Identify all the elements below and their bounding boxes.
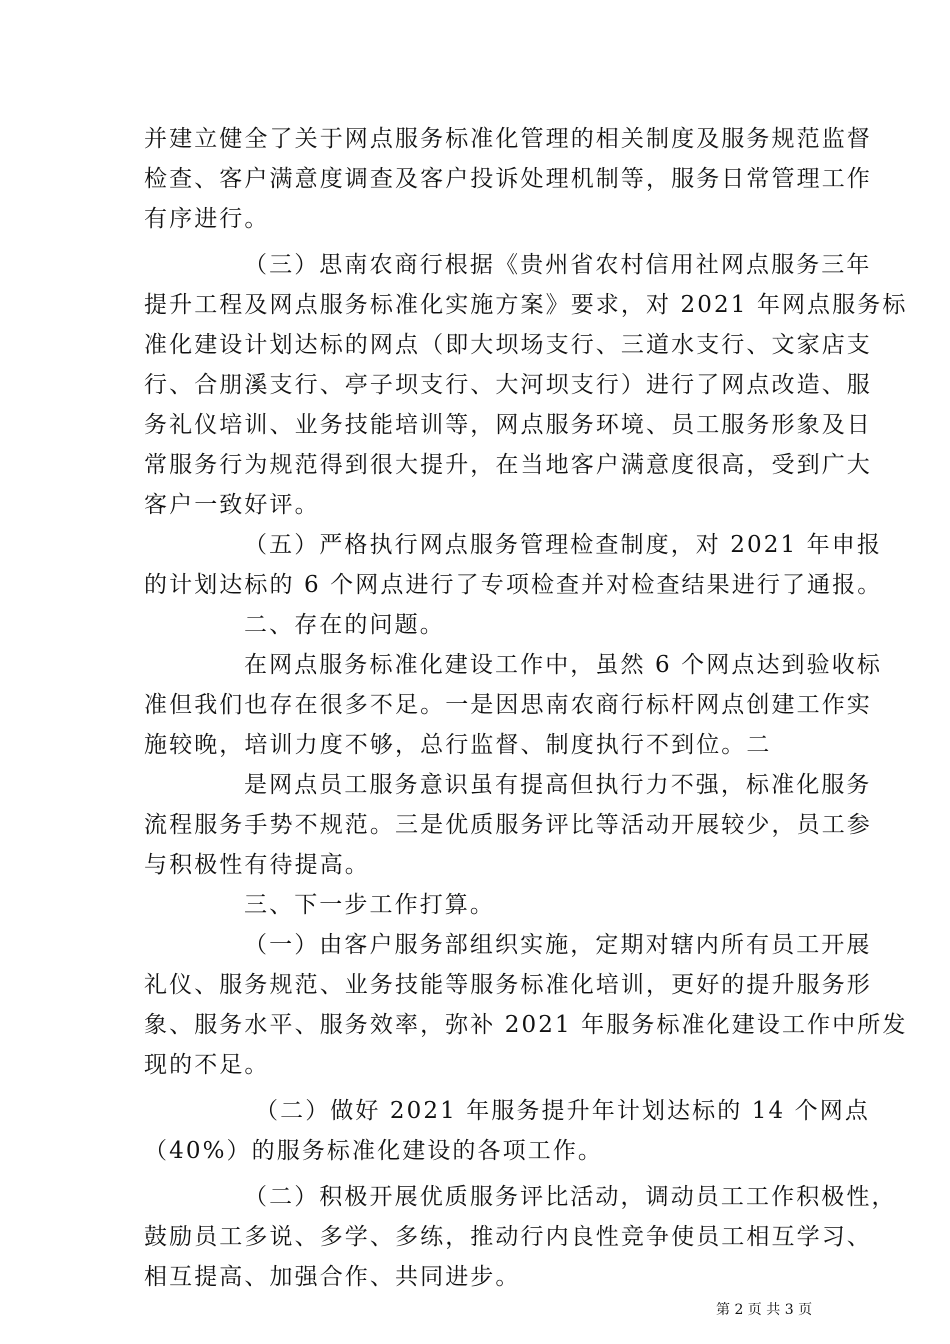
text-line: 流程服务手势不规范。三是优质服务评比等活动开展较少，员工参 bbox=[144, 812, 872, 838]
text-line: 有序进行。 bbox=[144, 206, 270, 232]
text-line: （三）思南农商行根据《贵州省农村信用社网点服务三年 bbox=[244, 252, 872, 278]
text-line: 的计划达标的 6 个网点进行了专项检查并对检查结果进行了通报。 bbox=[144, 572, 883, 598]
text-line: 礼仪、服务规范、业务技能等服务标准化培训，更好的提升服务形 bbox=[144, 972, 872, 998]
text-line: 常服务行为规范得到很大提升，在当地客户满意度很高，受到广大 bbox=[144, 452, 872, 478]
text-line: （一）由客户服务部组织实施，定期对辖内所有员工开展 bbox=[244, 932, 872, 958]
section-heading: 三、下一步工作打算。 bbox=[244, 892, 495, 918]
text-line: 客户一致好评。 bbox=[144, 492, 320, 518]
text-line: 在网点服务标准化建设工作中，虽然 6 个网点达到验收标 bbox=[244, 652, 882, 678]
page-number: 第 2 页 共 3 页 bbox=[716, 1302, 813, 1318]
text-line: 相互提高、加强合作、共同进步。 bbox=[144, 1264, 521, 1290]
text-line: 检查、客户满意度调查及客户投诉处理机制等，服务日常管理工作 bbox=[144, 166, 872, 192]
text-line: （二）做好 2021 年服务提升年计划达标的 14 个网点 bbox=[255, 1098, 870, 1124]
text-line: 是网点员工服务意识虽有提高但执行力不强，标准化服务 bbox=[244, 772, 872, 798]
text-line: 施较晚，培训力度不够，总行监督、制度执行不到位。二 bbox=[144, 732, 772, 758]
text-line: （40%）的服务标准化建设的各项工作。 bbox=[144, 1138, 604, 1164]
section-heading: 二、存在的问题。 bbox=[244, 612, 445, 638]
text-line: （五）严格执行网点服务管理检查制度，对 2021 年申报 bbox=[244, 532, 882, 558]
text-line: 鼓励员工多说、多学、多练，推动行内良性竞争使员工相互学习、 bbox=[144, 1224, 872, 1250]
text-line: 行、合朋溪支行、亭子坝支行、大河坝支行）进行了网点改造、服 bbox=[144, 372, 872, 398]
text-line: 务礼仪培训、业务技能培训等，网点服务环境、员工服务形象及日 bbox=[144, 412, 872, 438]
text-line: 现的不足。 bbox=[144, 1052, 270, 1078]
text-line: 与积极性有待提高。 bbox=[144, 852, 370, 878]
text-line: （二）积极开展优质服务评比活动，调动员工工作积极性， bbox=[244, 1184, 897, 1210]
text-line: 象、服务水平、服务效率，弥补 2021 年服务标准化建设工作中所发 bbox=[144, 1012, 908, 1038]
text-line: 并建立健全了关于网点服务标准化管理的相关制度及服务规范监督 bbox=[144, 126, 872, 152]
text-line: 准但我们也存在很多不足。一是因思南农商行标杆网点创建工作实 bbox=[144, 692, 872, 718]
text-line: 准化建设计划达标的网点（即大坝场支行、三道水支行、文家店支 bbox=[144, 332, 872, 358]
text-line: 提升工程及网点服务标准化实施方案》要求，对 2021 年网点服务标 bbox=[144, 292, 908, 318]
